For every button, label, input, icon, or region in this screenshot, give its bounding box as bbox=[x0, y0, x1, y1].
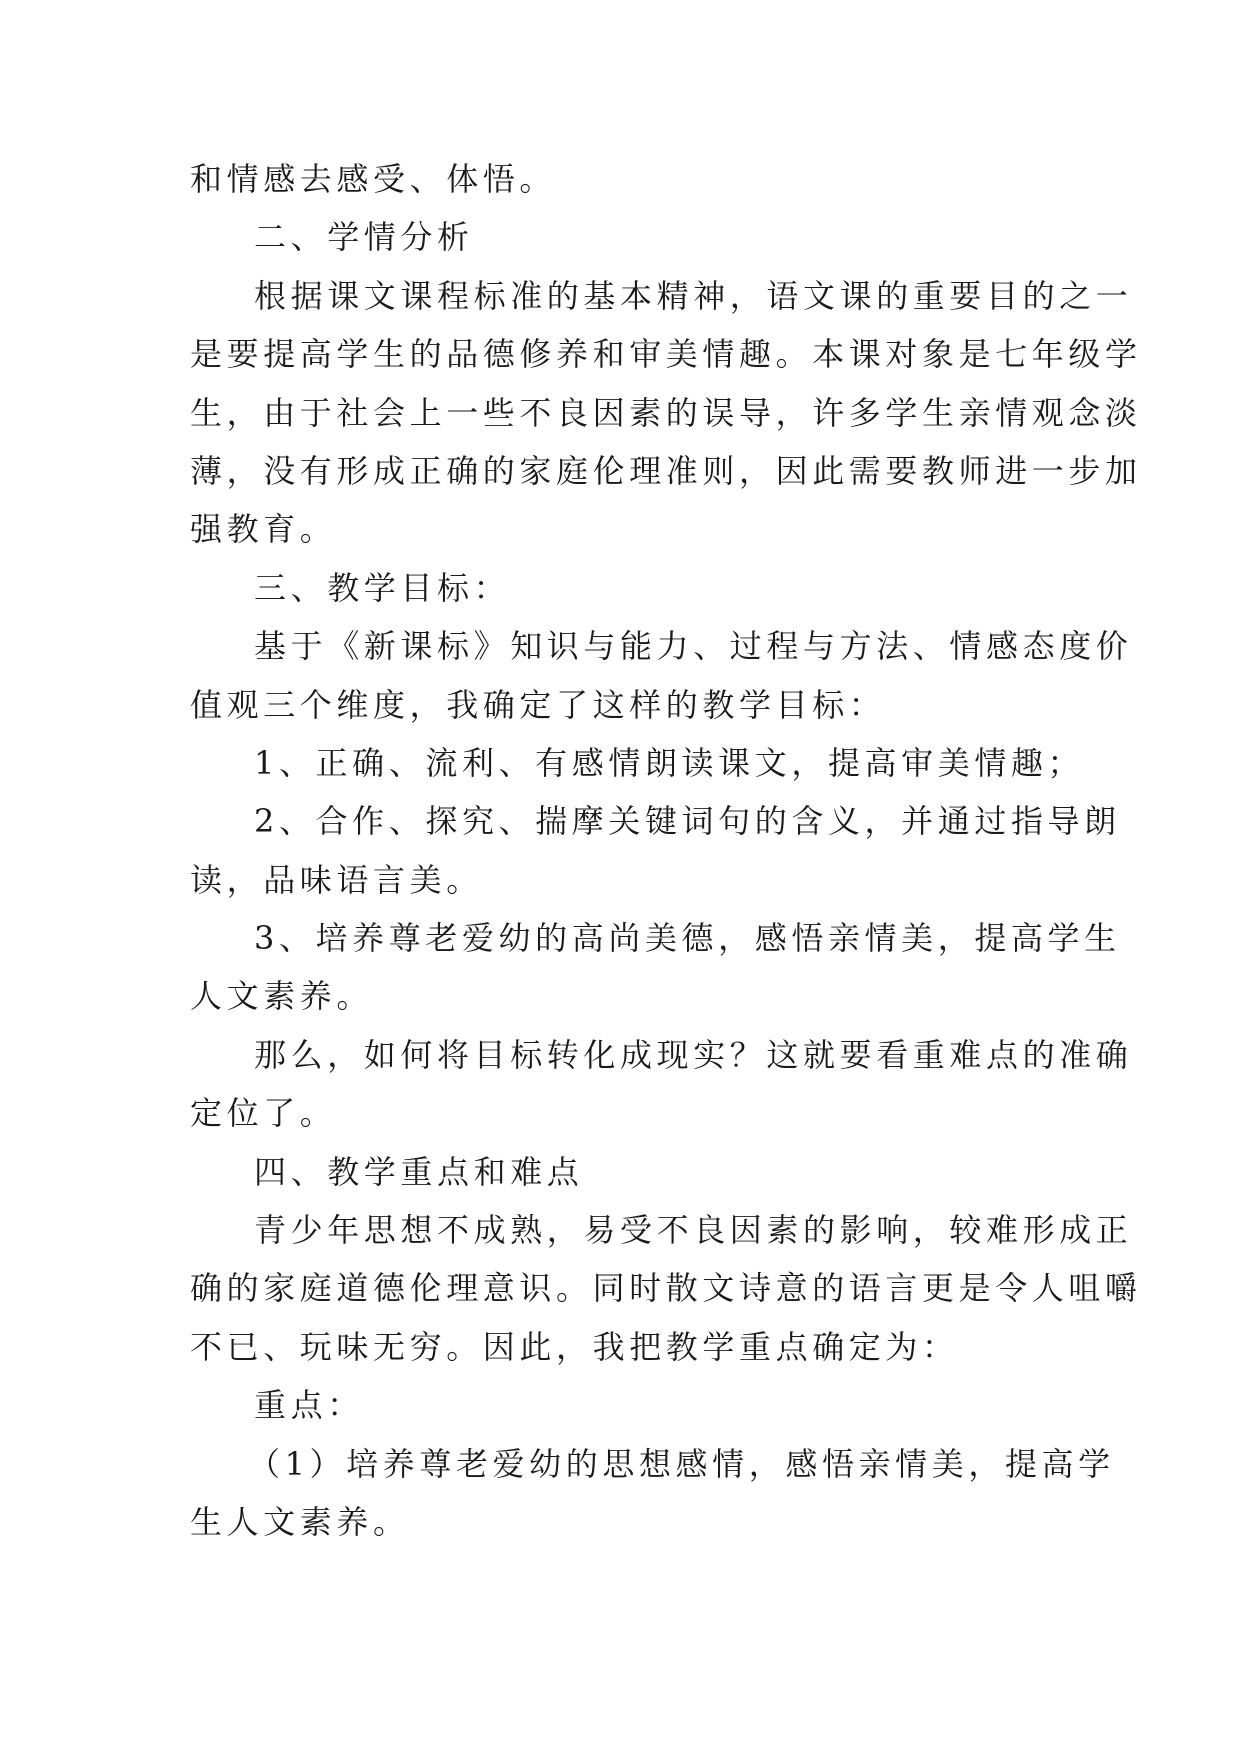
list-item: 1、正确、流利、有感情朗读课文，提高审美情趣； bbox=[254, 743, 1085, 782]
subheading: 重点： bbox=[254, 1386, 364, 1425]
section-heading: 三、教学目标： bbox=[254, 568, 511, 607]
text-line: 基于《新课标》知识与能力、过程与方法、情感态度价 bbox=[254, 627, 1133, 666]
list-item: 3、培养尊老爱幼的高尚美德，感悟亲情美，提高学生 bbox=[254, 919, 1121, 958]
text-line: 强教育。 bbox=[190, 510, 337, 549]
text-line: 确的家庭道德伦理意识。同时散文诗意的语言更是令人咀嚼 bbox=[190, 1269, 1142, 1308]
list-item: 2、合作、探究、揣摩关键词句的含义，并通过指导朗 bbox=[254, 802, 1121, 841]
text-line: 薄，没有形成正确的家庭伦理准则，因此需要教师进一步加 bbox=[190, 451, 1142, 490]
list-item: （1）培养尊老爱幼的思想感情，感悟亲情美，提高学 bbox=[248, 1444, 1115, 1483]
text-line: 青少年思想不成熟，易受不良因素的影响，较难形成正 bbox=[254, 1211, 1133, 1250]
text-line: 根据课文课程标准的基本精神，语文课的重要目的之一 bbox=[254, 276, 1133, 315]
text-line: 那么，如何将目标转化成现实？这就要看重难点的准确 bbox=[254, 1035, 1133, 1074]
text-line: 定位了。 bbox=[190, 1094, 337, 1133]
text-line: 是要提高学生的品德修养和审美情趣。本课对象是七年级学 bbox=[190, 335, 1142, 374]
section-heading: 二、学情分析 bbox=[254, 218, 474, 257]
text-line: 人文素养。 bbox=[190, 977, 374, 1016]
section-heading: 四、教学重点和难点 bbox=[254, 1152, 584, 1191]
text-line: 生人文素养。 bbox=[190, 1502, 410, 1541]
text-line: 读，品味语言美。 bbox=[190, 860, 483, 899]
text-line: 生，由于社会上一些不良因素的误导，许多学生亲情观念淡 bbox=[190, 393, 1142, 432]
document-body bbox=[190, 150, 1142, 1551]
text-line: 值观三个维度，我确定了这样的教学目标： bbox=[190, 685, 886, 724]
text-line: 和情感去感受、体悟。 bbox=[190, 160, 557, 198]
text-line: 不已、玩味无穷。因此，我把教学重点确定为： bbox=[190, 1327, 959, 1366]
